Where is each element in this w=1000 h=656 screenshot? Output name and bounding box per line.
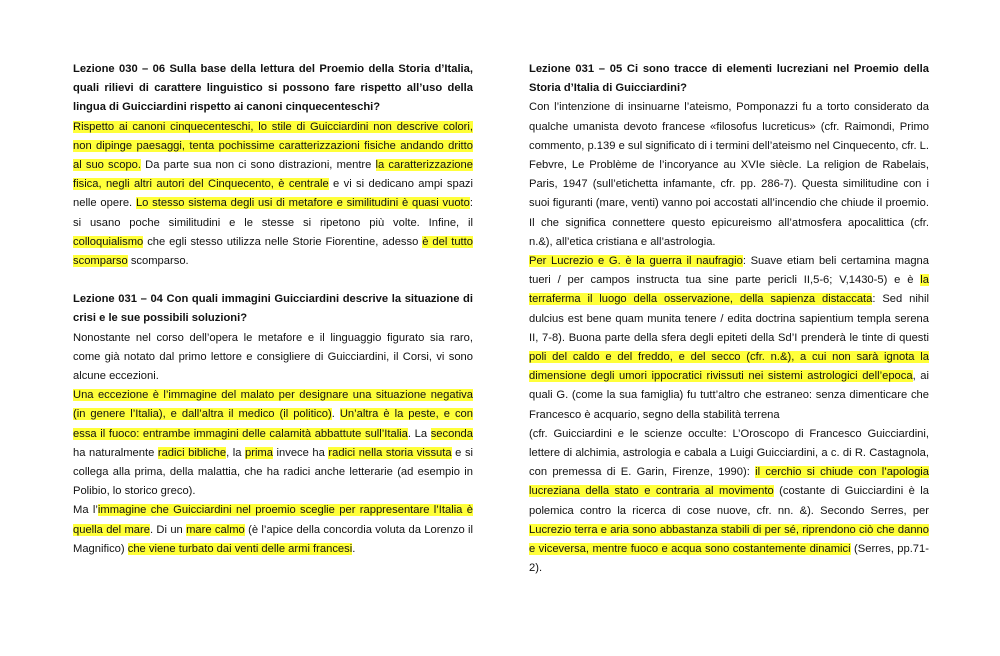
highlighted-text: radici bibliche [157, 446, 227, 459]
text-run: : si usano poche similitudini e le stesse si ripetono più volte. Infine, il [73, 197, 473, 229]
highlighted-text: Una eccezione è l’immagine del malato per designare una situazione negativa (in genere l’Italia), e dall’altra il medico (il politico) [73, 389, 473, 421]
highlighted-text: poli del caldo e del freddo, e del secco (cfr. n.&), a cui non sarà ignota la dimensione degli umori ippocratici rivissuti nei sistemi astrologici dell’epoca [529, 351, 929, 383]
text-run: che egli stesso utilizza nelle Storie Fiorentine, adesso [143, 235, 423, 248]
highlighted-text: è del tutto scomparso [73, 235, 473, 268]
body-paragraph [529, 425, 929, 579]
highlighted-text: Un’altra è la peste, e con essa il fuoco: entrambe immagini delle calamità abbattute sull’Italia [73, 408, 473, 440]
highlighted-text: la terraferma il luogo della osservazione, della sapienza distaccata [529, 274, 929, 306]
text-run: . [352, 542, 356, 555]
body-paragraph [529, 98, 929, 252]
text-run: . La [407, 427, 431, 440]
text-run: Con l’intenzione di insinuarne l’ateismo, Pomponazzi fu a torto considerato da qualche umanista devoto francese «filosofus lucreticus» (cfr. Raimondi, Primo commento, p.139 e sul significato di i termini dell’ateismo nel Cinquecento, cfr. L. Febvre, Le Problème de l’incoryance au XVIe siècle. La religion de Rabelais, Paris, 1947 (sull’etichetta infamante, cfr. pp. 286-7). Questa similitudine con i suoi figuranti (mare, venti) vanno poi accostati all’incendio che chiude il proemio. Il che significa connettere questo epicureismo all’atmosfera apocalittica (cfr. n.&), all’etica cristiana e all’astrologia. [529, 101, 929, 248]
right-column [529, 60, 929, 578]
text-run: . [331, 408, 340, 421]
body-paragraph [529, 252, 929, 425]
text-run: Lezione 030 – 06 Sulla base della lettura del Proemio della Storia d’Italia, quali rilievi di carattere linguistico si possono fare rispetto all’uso della lingua di Guicciardini rispetto ai canoni cinquecenteschi? [73, 63, 473, 114]
highlighted-text: il cerchio si chiude con l’apologia lucreziana della stato e contraria al movimento [529, 466, 930, 498]
text-run: Nonostante nel corso dell’opera le metafore e il linguaggio figurato sia raro, come già notato dal primo lettore e consigliere di Guicciardini, il Corsi, vi sono alcune eccezioni. [73, 331, 473, 383]
text-run: e vi si dedicano ampi spazi nelle opere. [73, 178, 474, 210]
highlighted-text: immagine che Guicciardini nel proemio sceglie per rappresentare l’Italia è quella del mare [73, 504, 473, 536]
lesson-heading [73, 60, 473, 118]
text-run: Lezione 031 – 04 Con quali immagini Guicciardini descrive la situazione di crisi e le sue possibili soluzioni? [73, 293, 473, 325]
left-column [73, 60, 473, 559]
text-run: , la [226, 446, 245, 459]
text-run: . Di un [149, 523, 187, 536]
highlighted-text: seconda [430, 427, 473, 440]
text-run: Ma l’ [73, 504, 98, 517]
body-paragraph [73, 329, 473, 387]
text-run: (è l’apice della concordia voluta da Lorenzo il Magnifico) [73, 523, 473, 555]
text-run: ha naturalmente [73, 446, 158, 459]
highlighted-text: la caratterizzazione fisica, negli altri autori del Cinquecento, è centrale [73, 159, 473, 191]
text-run: scomparso. [127, 255, 189, 268]
highlighted-text: prima [245, 446, 273, 459]
body-paragraph [73, 386, 473, 501]
body-paragraph [73, 118, 473, 272]
text-run: Da parte sua non ci sono distrazioni, mentre [141, 159, 376, 172]
text-run: , ai quali G. (come la sua famiglia) fu tutt’altro che estraneo: senza dimenticare che Francesco è acquario, segno della stabilità terrena [529, 370, 929, 421]
text-run: (costante di Guicciardini è la polemica contro la ricerca di cose nuove, cfr. nn. &). Secondo Serres, per [529, 485, 929, 517]
text-run: (cfr. Guicciardini e le scienze occulte: L’Oroscopo di Francesco Guicciardini, lettere di alchimia, astrologia e cabala a Luigi Guicciardini, a c. di R. Castagnola, con premessa di E. Garin, Firenze, 1990): [529, 427, 929, 479]
text-run: : Suave etiam beli certamina magna tueri / per campos instructa tua sine parte pericli II,5-6; V,1430-5) e è [529, 255, 929, 287]
body-paragraph [73, 501, 473, 559]
text-run: Lezione 031 – 05 Ci sono tracce di elementi lucreziani nel Proemio della Storia d’Italia di Guicciardini? [529, 63, 929, 95]
text-run: : Sed nihil dulcius est bene quam munita tenere / edita doctrina sapientium templa serena II, 7-8). Buona parte della sfera degli epiteti della Sd’I prenderà le tinte di questi [529, 293, 929, 344]
text-run: invece ha [272, 446, 329, 459]
highlighted-text: Per Lucrezio e G. è la guerra il naufragio [529, 255, 743, 268]
text-run: e si collega alla prima, della malattia, che ha radici anche letterarie (ad esempio in Polibio, lo storico greco). [73, 446, 474, 498]
highlighted-text: Lo stesso sistema degli usi di metafore e similitudini è quasi vuoto [135, 197, 470, 210]
highlighted-text: colloquialismo [73, 235, 144, 248]
paragraph-gap [73, 271, 473, 290]
highlighted-text: radici nella storia vissuta [328, 446, 452, 459]
highlighted-text: che viene turbato dai venti delle armi francesi [127, 542, 353, 555]
text-run: (Serres, pp.71-2). [529, 543, 929, 575]
highlighted-text: Rispetto ai canoni cinquecenteschi, lo stile di Guicciardini non descrive colori, non dipinge paesaggi, tenta pochissime caratterizzazioni fisiche andando dritto al suo scopo. [73, 120, 473, 172]
highlighted-text: mare calmo [186, 523, 245, 536]
highlighted-text: Lucrezio terra e aria sono abbastanza stabili di per sé, riprendono ciò che danno e viceversa, mentre fuoco e acqua sono costantemente dinamici [529, 523, 929, 556]
lesson-heading [529, 60, 929, 98]
lesson-heading [73, 290, 473, 328]
